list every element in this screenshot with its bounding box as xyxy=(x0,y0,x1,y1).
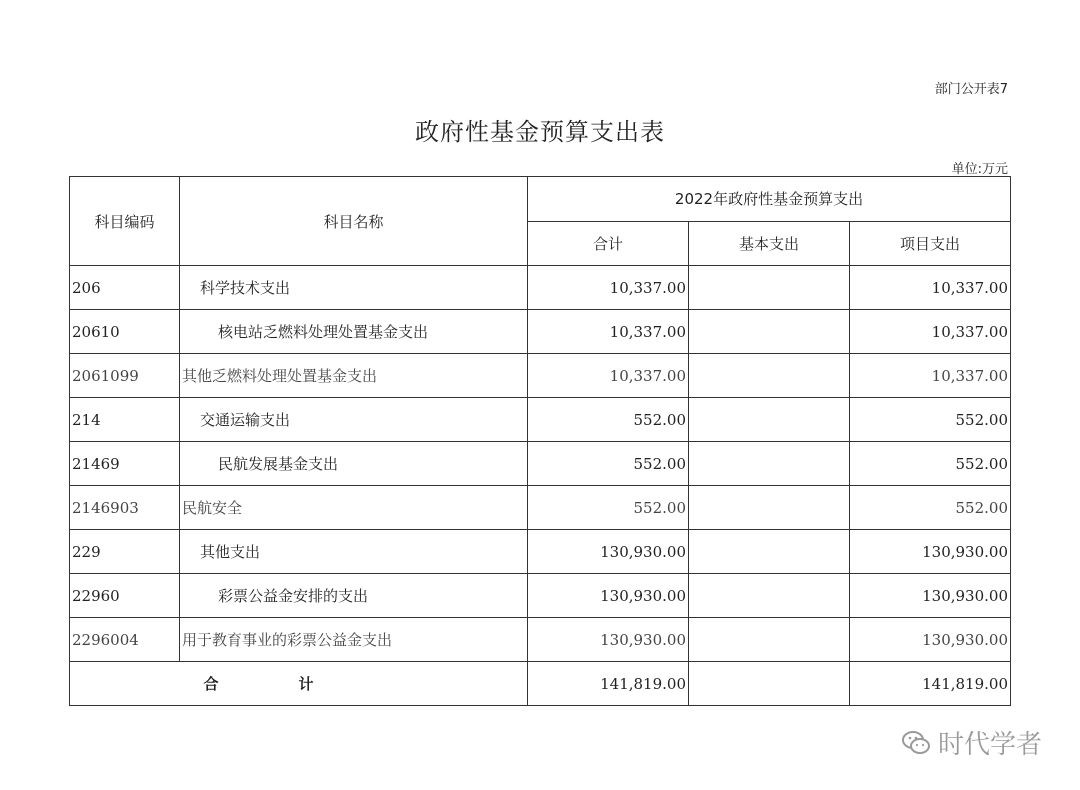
row-name: 彩票公益金安排的支出 xyxy=(180,574,528,618)
row-name: 其他乏燃料处理处置基金支出 xyxy=(180,354,528,398)
row-basic xyxy=(689,310,850,354)
unit-label: 单位:万元 xyxy=(951,162,1008,177)
table-row xyxy=(70,266,1011,310)
table-row xyxy=(70,486,1011,530)
row-name: 交通运输支出 xyxy=(180,398,528,442)
page-title: 政府性基金预算支出表 xyxy=(415,118,665,146)
row-name: 核电站乏燃料处理处置基金支出 xyxy=(180,310,528,354)
row-total: 10,337.00 xyxy=(528,354,689,398)
row-total: 130,930.00 xyxy=(528,574,689,618)
row-name: 用于教育事业的彩票公益金支出 xyxy=(180,618,528,662)
row-project: 10,337.00 xyxy=(850,310,1011,354)
row-code: 22960 xyxy=(70,574,180,618)
row-code: 20610 xyxy=(70,310,180,354)
row-total: 10,337.00 xyxy=(528,266,689,310)
row-code: 2296004 xyxy=(70,618,180,662)
header-code: 科目编码 xyxy=(70,177,180,266)
row-name: 其他支出 xyxy=(180,530,528,574)
row-code: 206 xyxy=(70,266,180,310)
table-body xyxy=(70,266,1011,706)
table-row xyxy=(70,442,1011,486)
total-project: 141,819.00 xyxy=(850,662,1011,706)
row-basic xyxy=(689,574,850,618)
row-code: 2061099 xyxy=(70,354,180,398)
table-row xyxy=(70,354,1011,398)
header-group: 2022年政府性基金预算支出 xyxy=(528,177,1011,222)
watermark xyxy=(900,724,1042,761)
row-total: 130,930.00 xyxy=(528,618,689,662)
row-project: 552.00 xyxy=(850,442,1011,486)
total-label: 合计 xyxy=(70,662,528,706)
total-row xyxy=(70,662,1011,706)
table-row xyxy=(70,310,1011,354)
row-basic xyxy=(689,266,850,310)
row-total: 552.00 xyxy=(528,398,689,442)
header-basic: 基本支出 xyxy=(689,221,850,266)
row-code: 214 xyxy=(70,398,180,442)
header-total: 合计 xyxy=(528,221,689,266)
row-name: 民航发展基金支出 xyxy=(180,442,528,486)
row-basic xyxy=(689,618,850,662)
row-total: 552.00 xyxy=(528,442,689,486)
row-code: 229 xyxy=(70,530,180,574)
table-row xyxy=(70,574,1011,618)
row-project: 130,930.00 xyxy=(850,530,1011,574)
table-row xyxy=(70,398,1011,442)
table-row xyxy=(70,618,1011,662)
row-total: 552.00 xyxy=(528,486,689,530)
row-total: 10,337.00 xyxy=(528,310,689,354)
form-number: 部门公开表7 xyxy=(934,82,1008,97)
row-project: 130,930.00 xyxy=(850,574,1011,618)
row-code: 21469 xyxy=(70,442,180,486)
row-basic xyxy=(689,354,850,398)
row-basic xyxy=(689,442,850,486)
watermark-text: 时代学者 xyxy=(938,730,1043,760)
budget-table xyxy=(69,176,1011,706)
row-basic xyxy=(689,398,850,442)
row-project: 552.00 xyxy=(850,486,1011,530)
header-project: 项目支出 xyxy=(850,221,1011,266)
row-name: 民航安全 xyxy=(180,486,528,530)
row-project: 10,337.00 xyxy=(850,354,1011,398)
total-amount: 141,819.00 xyxy=(528,662,689,706)
table-row xyxy=(70,530,1011,574)
row-project: 10,337.00 xyxy=(850,266,1011,310)
header-name: 科目名称 xyxy=(180,177,528,266)
row-total: 130,930.00 xyxy=(528,530,689,574)
row-basic xyxy=(689,530,850,574)
row-basic xyxy=(689,486,850,530)
row-project: 130,930.00 xyxy=(850,618,1011,662)
row-name: 科学技术支出 xyxy=(180,266,528,310)
total-basic xyxy=(689,662,850,706)
wechat-icon xyxy=(900,727,932,759)
row-project: 552.00 xyxy=(850,398,1011,442)
row-code: 2146903 xyxy=(70,486,180,530)
